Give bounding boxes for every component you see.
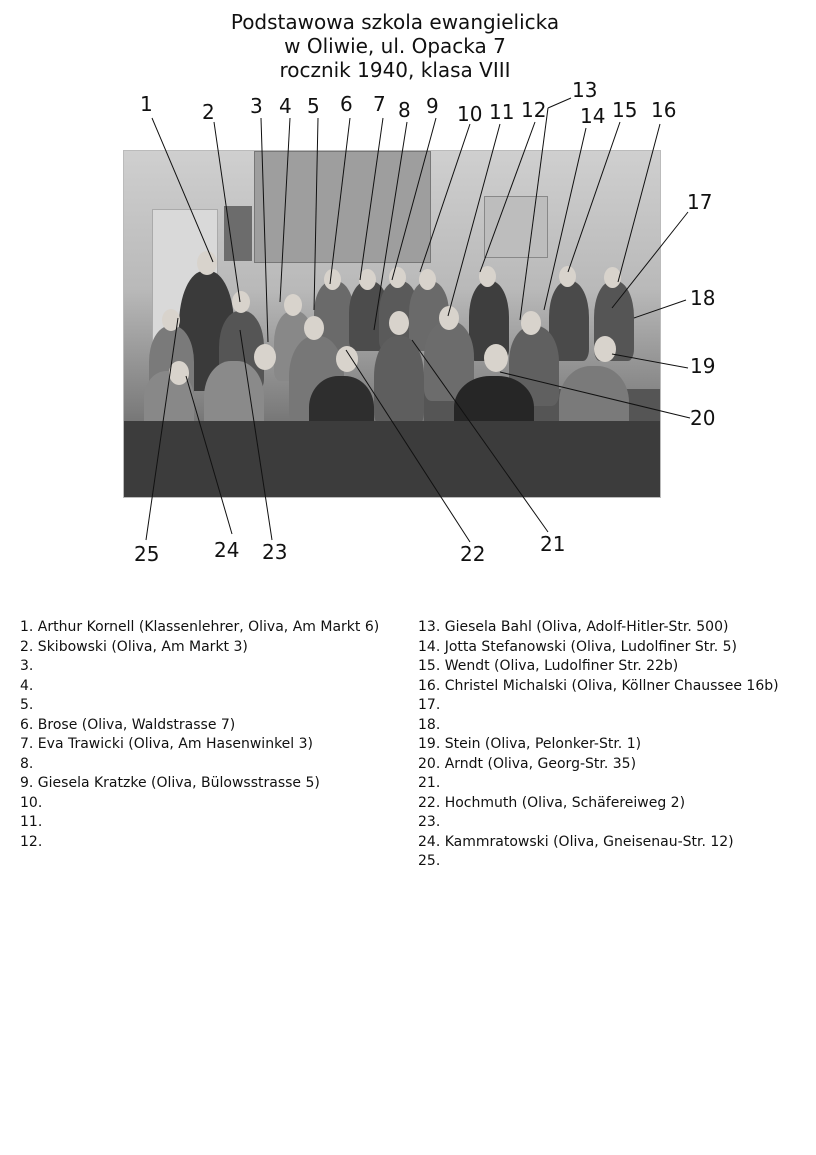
callout-number: 11 — [489, 100, 515, 124]
callout-number: 14 — [580, 104, 606, 128]
callout-number: 9 — [426, 94, 439, 118]
list-item: 11. — [20, 814, 43, 830]
list-item: 25. — [418, 853, 441, 869]
list-item: 2. Skibowski (Oliva, Am Markt 3) — [20, 638, 248, 655]
callout-number: 7 — [373, 92, 386, 116]
callout-number: 21 — [540, 532, 566, 556]
callout-number: 5 — [307, 94, 320, 118]
list-item: 18. — [418, 716, 441, 733]
list-item: 5. — [20, 697, 34, 713]
title-line-2: w Oliwie, ul. Opacka 7 — [284, 34, 506, 58]
list-item: 23. — [418, 814, 441, 830]
list-item: 15. Wendt (Oliva, Ludolfiner Str. 22b) — [418, 658, 679, 674]
callout-number: 12 — [521, 98, 547, 122]
list-item: 22. Hochmuth (Oliva, Schäfereiweg 2) — [418, 794, 686, 811]
title-line-3: rocznik 1940, klasa VIII — [279, 58, 511, 82]
list-item: 24. Kammratowski (Oliva, Gneisenau-Str. 12) — [418, 833, 734, 850]
callout-number: 4 — [279, 94, 292, 118]
list-item: 21. — [418, 775, 441, 791]
callout-number: 1 — [140, 92, 153, 116]
list-item: 16. Christel Michalski (Oliva, Köllner Chaussee 16b) — [418, 677, 779, 694]
callout-number: 17 — [687, 190, 713, 214]
list-item: 10. — [20, 794, 43, 811]
list-item: 6. Brose (Oliva, Waldstrasse 7) — [20, 716, 236, 733]
list-item: 12. — [20, 833, 43, 850]
list-item: 20. Arndt (Oliva, Georg-Str. 35) — [418, 755, 637, 772]
callout-number: 19 — [690, 354, 716, 378]
callout-number: 20 — [690, 406, 716, 430]
callout-number: 2 — [202, 100, 215, 124]
list-item: 7. Eva Trawicki (Oliva, Am Hasenwinkel 3) — [20, 736, 314, 752]
list-item: 14. Jotta Stefanowski (Oliva, Ludolfiner Str. 5) — [418, 638, 737, 655]
callout-number: 23 — [262, 540, 288, 564]
callout-number: 24 — [214, 538, 240, 562]
list-item: 4. — [20, 677, 34, 694]
list-item: 19. Stein (Oliva, Pelonker-Str. 1) — [418, 736, 642, 752]
list-item: 1. Arthur Kornell (Klassenlehrer, Oliva, Am Markt 6) — [20, 619, 380, 635]
title-line-1: Podstawowa szkola ewangielicka — [230, 10, 560, 34]
callout-number: 16 — [651, 98, 677, 122]
callout-number: 10 — [457, 102, 483, 126]
callout-number: 8 — [398, 98, 411, 122]
list-item: 3. — [20, 658, 34, 674]
callout-number: 6 — [340, 92, 353, 116]
callout-number: 3 — [250, 94, 263, 118]
callout-number: 25 — [134, 542, 160, 566]
callout-number: 22 — [460, 542, 486, 566]
list-item: 8. — [20, 755, 34, 772]
names-list-left — [20, 618, 379, 852]
list-item: 13. Giesela Bahl (Oliva, Adolf-Hitler-Str. 500) — [418, 619, 729, 635]
list-item: 9. Giesela Kratzke (Oliva, Bülowsstrasse 5) — [20, 775, 320, 791]
callout-number: 13 — [572, 78, 598, 102]
list-item: 17. — [418, 697, 441, 713]
names-list-right — [418, 618, 779, 872]
callout-number: 15 — [612, 98, 638, 122]
callout-number: 18 — [690, 286, 716, 310]
